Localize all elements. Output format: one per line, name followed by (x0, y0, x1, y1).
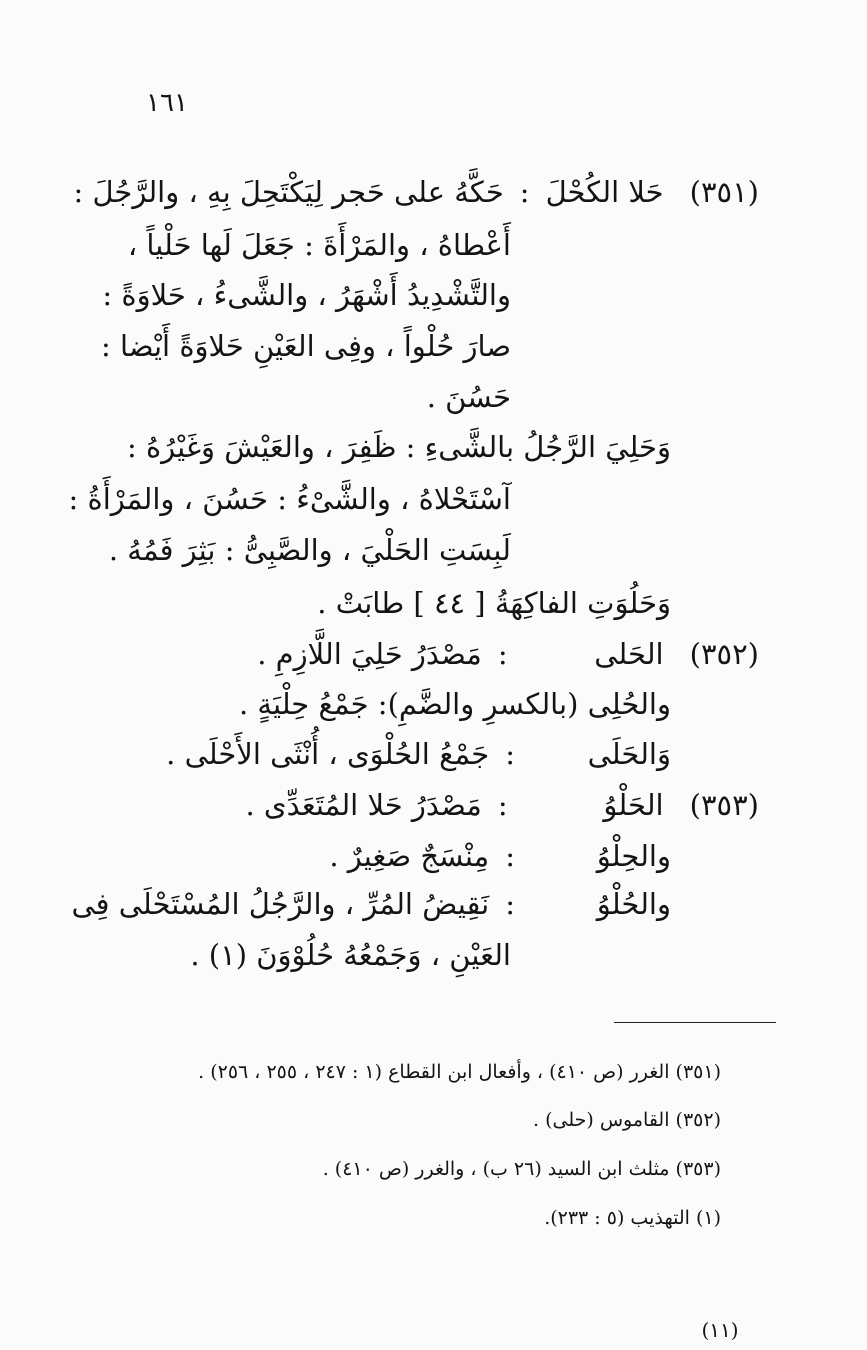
colon-separator: : (505, 839, 515, 873)
entry-term: والحُلْوُ (596, 887, 671, 921)
hulw-line (71, 884, 671, 924)
entry-definition: مَصْدَرُ حَلِيَ اللَّازِمِ . (257, 637, 482, 671)
footnote-351: (٣٥١) الغرر (ص ٤١٠) ، وأفعال ابن القطاع (١ : ٢٤٧ ، ٢٥٥ ، ٢٥٦) . (198, 1061, 721, 1083)
entry-definition: مِنْسَجٌ صَغِيرٌ . (329, 839, 490, 873)
footnote-1: (١) التهذيب (٥ : ٢٣٣). (544, 1207, 721, 1229)
entry-351-first-line (73, 172, 759, 212)
entry-number: (٣٥٢) (689, 637, 759, 671)
entry-351-line-4: صارَ حُلْواً ، وفِى العَيْنِ حَلاوَةً أَيْضا : (101, 329, 511, 363)
entry-term: والحِلْوُ (596, 839, 671, 873)
hulli-line: والحُلِى (بالكسرِ والضَّمِ): جَمْعُ حِلْيَةٍ . (238, 687, 671, 721)
entry-definition: جَمْعُ الحُلْوَى ، أُنْثَى الأَحْلَى . (166, 737, 490, 771)
paragraph-line-4: وَحَلُوَتِ الفاكِهَةُ [ ٤٤ ] طابَتْ . (317, 586, 671, 620)
entry-definition: نَقِيضُ المُرِّ ، والرَّجُلُ المُسْتَحْلَى فِى (71, 887, 490, 921)
entry-number: (٣٥٣) (689, 788, 759, 822)
page-number: ١٦١ (146, 88, 188, 118)
entry-351-line-3: والتَّشْدِيدُ أَشْهَرُ ، والشَّىءُ ، حَلاوَةً : (102, 278, 511, 312)
colon-separator: : (497, 788, 508, 822)
entry-352-line (257, 634, 759, 674)
halaa-line (166, 734, 671, 774)
colon-separator: : (505, 737, 515, 771)
paragraph-line-1: وَحَلِيَ الرَّجُلُ بالشَّىءِ : ظَفِرَ ، والعَيْشَ وَغَيْرُهُ : (126, 430, 671, 464)
entry-353-line (245, 785, 759, 825)
footnote-352: (٣٥٢) القاموس (حلى) . (533, 1109, 721, 1131)
entry-number: (٣٥١) (689, 175, 759, 209)
colon-separator: : (505, 887, 515, 921)
entry-definition: مَصْدَرُ حَلا المُتَعَدِّى . (245, 788, 482, 822)
entry-term: الحَلى (594, 637, 664, 671)
entry-351-line-5: حَسُنَ . (426, 380, 511, 414)
footnote-separator (614, 1022, 776, 1023)
paragraph-line-3: لَبِسَتِ الحَلْيَ ، والصَّبِىُّ : بَثِرَ فَمُهُ . (108, 533, 511, 567)
entry-term: وَالحَلَى (587, 737, 671, 771)
entry-term: حَلا الكُحْلَ (545, 175, 664, 209)
hulw-continuation: العَيْنِ ، وَجَمْعُهُ حُلُوْوَنَ (١) . (190, 938, 511, 972)
entry-term: الحَلْوُ (603, 788, 664, 822)
footnote-353: (٣٥٣) مثلث ابن السيد (٢٦ ب) ، والغرر (ص ٤١٠) . (322, 1158, 721, 1180)
hilw-line (329, 836, 671, 876)
entry-definition: حَكَّهُ على حَجر لِيَكْتَحِلَ بِهِ ، والرَّجُلَ : (73, 175, 504, 209)
signature-mark: (١١) (701, 1318, 739, 1342)
paragraph-line-2: آسْتَحْلاهُ ، والشَّىْءُ : حَسُنَ ، والمَرْأَةُ : (68, 482, 511, 516)
colon-separator: : (519, 175, 530, 209)
entry-351-line-2: أَعْطاهُ ، والمَرْأَةَ : جَعَلَ لَها حَلْياً ، (127, 228, 511, 262)
colon-separator: : (497, 637, 508, 671)
